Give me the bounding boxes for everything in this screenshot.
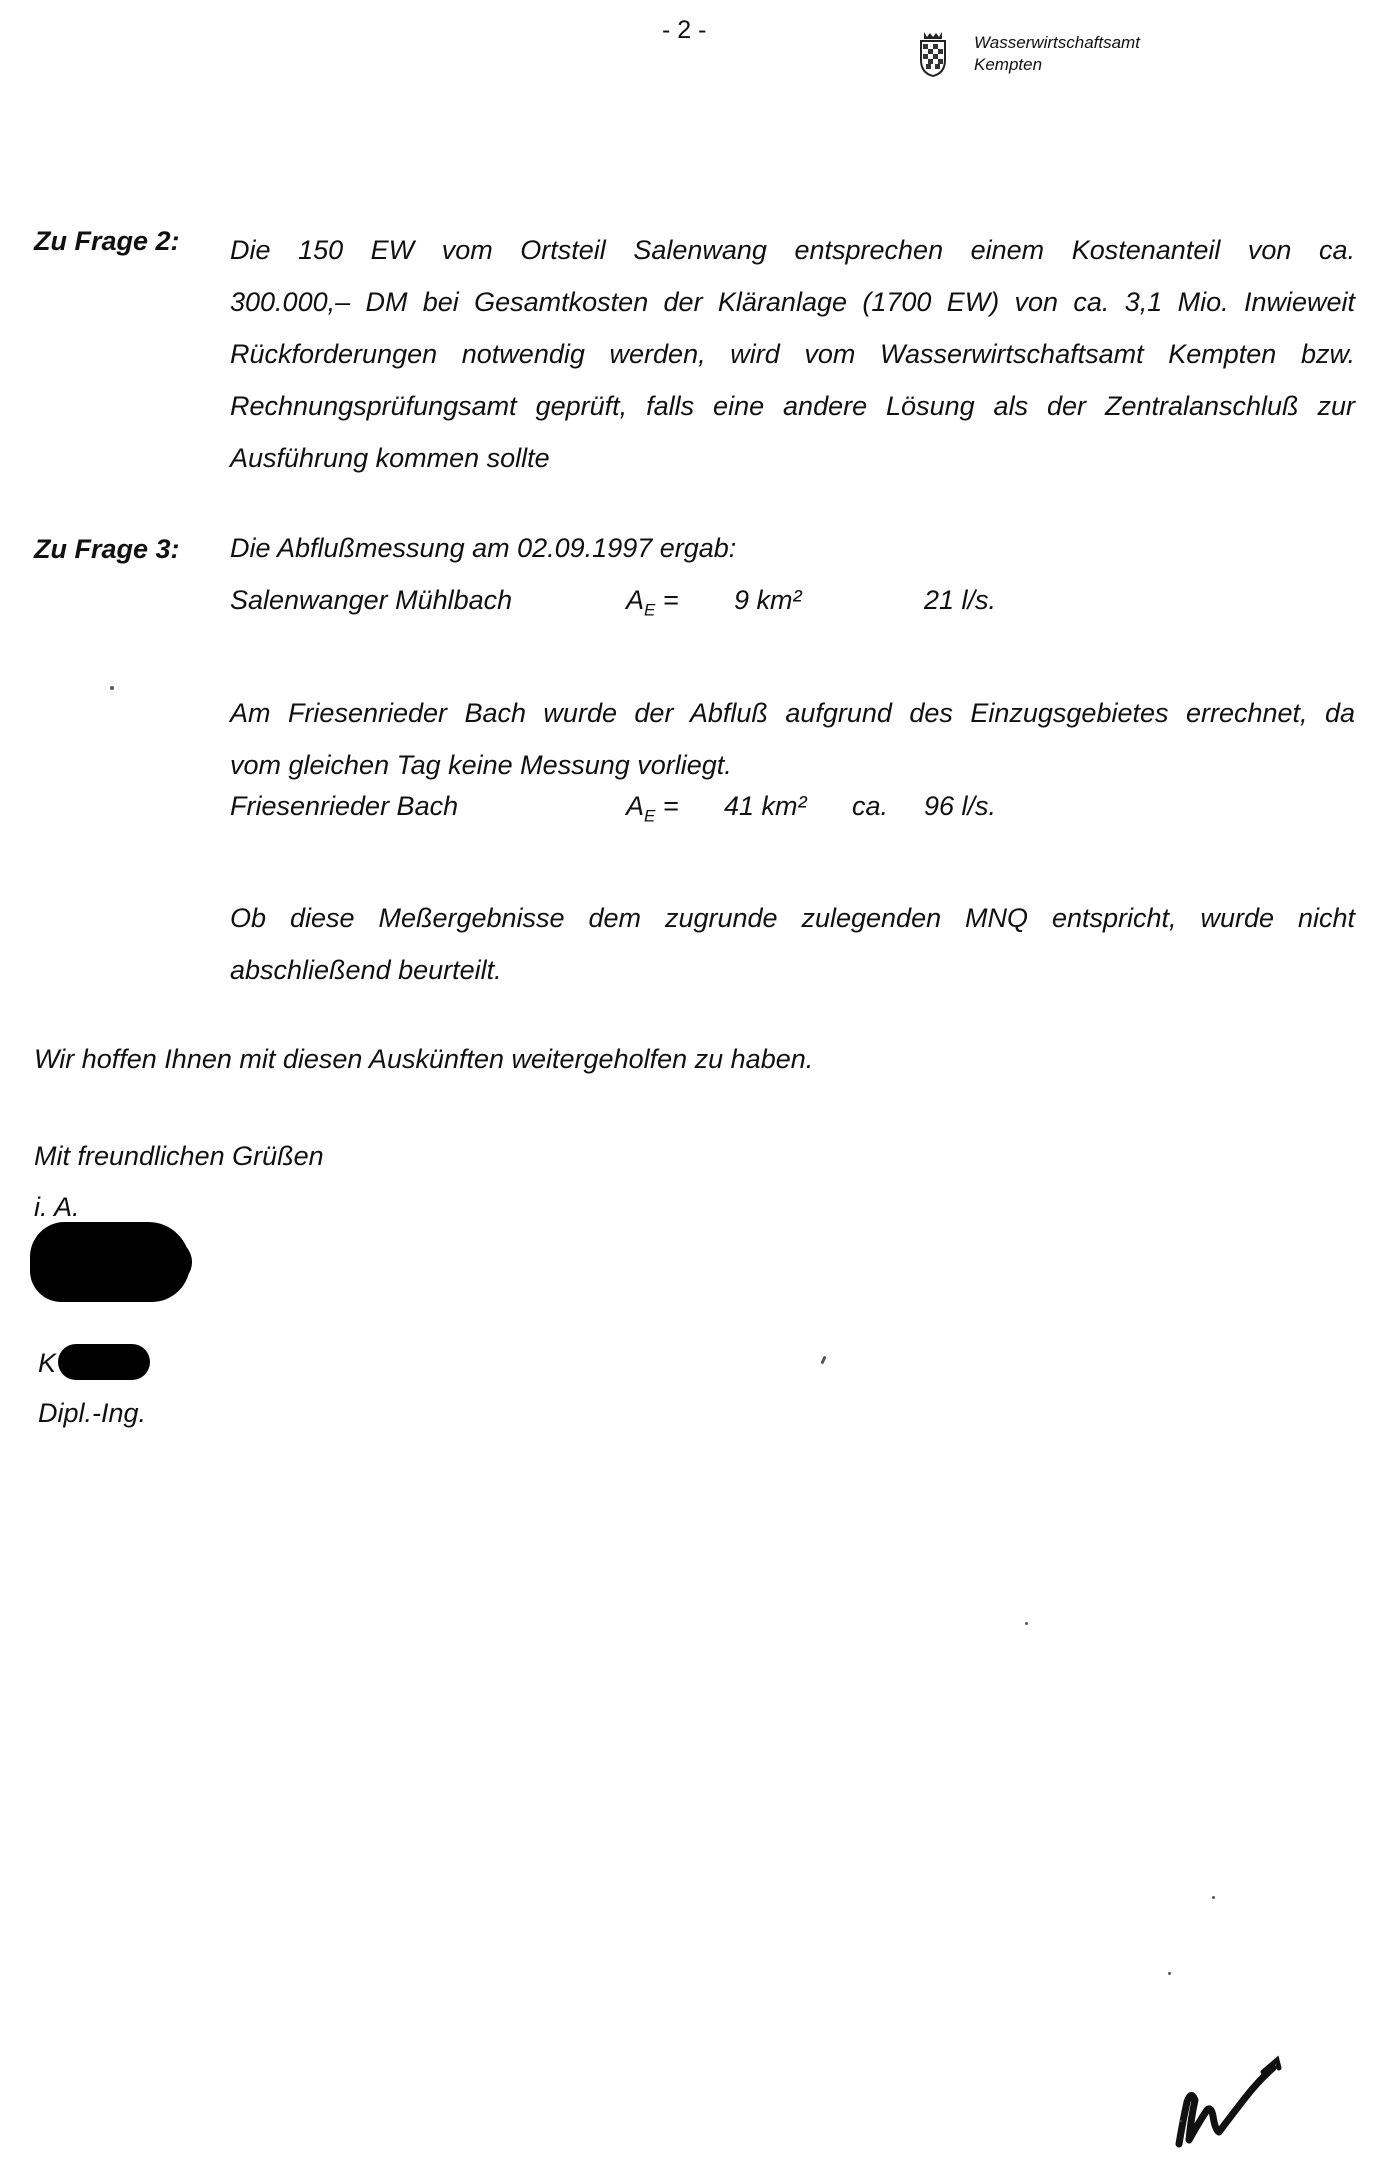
closing-ia: i. A. bbox=[34, 1192, 80, 1222]
question-3-label: Zu Frage 3: bbox=[34, 534, 180, 564]
q2-line-5: Ausführung kommen sollte bbox=[230, 443, 550, 473]
signer-initial: K bbox=[38, 1348, 57, 1378]
closing-greeting: Mit freundlichen Grüßen bbox=[34, 1141, 324, 1171]
q3-closing-line-1: Ob diese Meßergebnisse dem zugrunde zulegenden MNQ entspricht, wurde nicht bbox=[230, 903, 1355, 933]
q3-paragraph bbox=[230, 687, 1355, 791]
signer-title: Dipl.-Ing. bbox=[38, 1398, 147, 1428]
row1-flow: 21 l/s. bbox=[924, 585, 997, 615]
q3-closing bbox=[230, 892, 1355, 996]
q2-line-3: Rückforderungen notwendig werden, wird vom Wasserwirtschaftsamt Kempten bzw. bbox=[230, 339, 1355, 369]
scan-speck bbox=[110, 686, 114, 690]
scan-speck bbox=[1168, 1972, 1171, 1975]
q3-closing-line-2: abschließend beurteilt. bbox=[230, 955, 502, 985]
question-2-label: Zu Frage 2: bbox=[34, 226, 180, 256]
page-number: - 2 - bbox=[662, 16, 707, 44]
row2-flow: 96 l/s. bbox=[924, 791, 997, 821]
row2-area: 41 km² bbox=[724, 791, 807, 821]
bavarian-crest-icon bbox=[918, 30, 948, 78]
closing-hope: Wir hoffen Ihnen mit diesen Auskünften weitergeholfen zu haben. bbox=[34, 1044, 814, 1074]
handwritten-initials bbox=[1165, 2050, 1285, 2150]
row1-name: Salenwanger Mühlbach bbox=[230, 585, 513, 615]
agency-line-2: Kempten bbox=[974, 55, 1043, 74]
scan-speck bbox=[1025, 1622, 1028, 1625]
redacted-signature-bump bbox=[110, 1232, 192, 1292]
row2-name: Friesenrieder Bach bbox=[230, 791, 459, 821]
redacted-name bbox=[58, 1344, 150, 1380]
q3-intro: Die Abflußmessung am 02.09.1997 ergab: bbox=[230, 533, 737, 563]
row1-catchment-symbol: $A_E$ = bbox=[626, 585, 679, 620]
q2-line-2: 300.000,– DM bei Gesamtkosten der Kläranlage (1700 EW) von ca. 3,1 Mio. Inwieweit bbox=[230, 287, 1355, 317]
question-2-answer bbox=[230, 224, 1355, 484]
row2-catchment-symbol: $A_E$ = bbox=[626, 791, 679, 826]
q3-para-line-2: vom gleichen Tag keine Messung vorliegt. bbox=[230, 750, 732, 780]
scan-speck bbox=[1180, 2120, 1182, 2122]
row2-ca: ca. bbox=[852, 791, 889, 821]
q2-line-4: Rechnungsprüfungsamt geprüft, falls eine andere Lösung als der Zentralanschluß zur bbox=[230, 391, 1355, 421]
q2-line-1: Die 150 EW vom Ortsteil Salenwang entsprechen einem Kostenanteil von ca. bbox=[230, 235, 1355, 265]
row1-area: 9 km² bbox=[734, 585, 802, 615]
scan-speck bbox=[1212, 1896, 1215, 1899]
scan-speck bbox=[820, 1356, 826, 1365]
agency-name bbox=[974, 32, 1140, 76]
q3-para-line-1: Am Friesenrieder Bach wurde der Abfluß aufgrund des Einzugsgebietes errechnet, da bbox=[230, 698, 1355, 728]
agency-line-1: Wasserwirtschaftsamt bbox=[974, 33, 1140, 52]
